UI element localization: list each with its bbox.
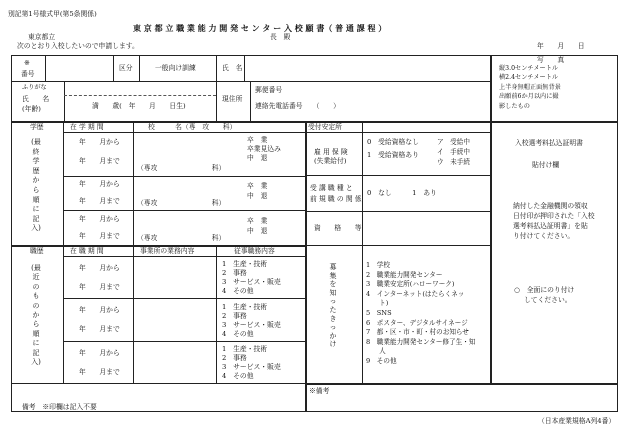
job-from: 年 月から (79, 349, 120, 357)
edu-status-option[interactable]: 卒 業 (247, 182, 268, 190)
duty-option[interactable]: 1 生産・技術 (222, 345, 268, 353)
trigger-item[interactable]: ト) (366, 299, 389, 308)
prev-course-values[interactable]: 0 なし 1 あり (367, 189, 437, 197)
address-field[interactable] (251, 82, 490, 120)
trigger-item[interactable]: 6 ポスター、デジタルサイネージ (366, 318, 468, 327)
job-from: 年 月から (79, 264, 120, 272)
number-label: 番号 (21, 70, 35, 78)
payment-instruction-line: り付けてください。 (513, 232, 575, 240)
edu-from: 年 月から (79, 215, 120, 223)
footer-note: 備考 ※印欄は記入不要 (22, 403, 97, 411)
prev-course-label-2: 前 規 職 の 関 係 (310, 195, 362, 203)
edu-school-major: （専攻 科） (137, 164, 226, 172)
trigger-item[interactable]: 4 インターネット(はたらくネッ (366, 289, 465, 298)
edu-school-major: （専攻 科） (137, 234, 226, 242)
edu-status-option[interactable]: 卒 業 (247, 136, 268, 144)
category-label: 区分 (119, 64, 133, 72)
course-name-field[interactable] (245, 56, 489, 81)
duty-options (222, 303, 281, 339)
payment-instruction-line: 納付した金融機関の領収 (513, 202, 588, 210)
trigger-label: 募集を知ったきっかけ (329, 263, 337, 349)
education-col-period: 在 学 期 間 (70, 123, 104, 131)
trigger-item[interactable]: 7 都・区・市・町・村のお知らせ (366, 328, 469, 337)
benefit-option[interactable]: ア 受給中 (437, 138, 470, 146)
furigana-field[interactable] (65, 82, 216, 95)
addressee-org: 東京都立 (28, 33, 56, 41)
edu-status-option[interactable]: 卒業見込み (247, 145, 281, 153)
employment-note: (最近のものから順に記入) (31, 264, 41, 367)
payment-paste-here: 貼付け欄 (532, 161, 560, 169)
duty-option[interactable]: 1 生産・技術 (222, 260, 268, 268)
office-label: 受付安定所 (308, 123, 342, 131)
prev-course-label: 受 講 職 種 と (310, 184, 353, 192)
benefit-options (437, 137, 470, 167)
office-field[interactable] (363, 122, 490, 132)
trigger-item[interactable]: 8 職業能力開発センター修了生・知 (366, 337, 476, 346)
edu-to: 年 月まで (79, 197, 120, 205)
edu-to: 年 月まで (79, 232, 120, 240)
photo-title: 写 真 (537, 56, 565, 64)
insurance-label: 雇 用 保 険 (314, 148, 348, 156)
photo-line: 横2.4センチメートル (499, 74, 559, 81)
job-to: 年 月まで (79, 283, 120, 291)
paste-note: ○ 全面にのり付け (514, 286, 575, 294)
duty-option[interactable]: 1 生産・技術 (222, 303, 268, 311)
paper-standard: （日本産業規格A列4番） (538, 417, 616, 425)
photo-area[interactable] (491, 56, 617, 121)
name-label: 氏 名 (222, 64, 243, 72)
job-to: 年 月まで (79, 325, 120, 333)
trigger-item[interactable]: 人 (366, 347, 386, 356)
trigger-item[interactable]: 3 職業安定所(ハローワーク) (366, 280, 455, 289)
duty-option[interactable]: 2 事務 (222, 312, 247, 320)
address-label: 現住所 (222, 95, 243, 103)
trigger-item[interactable]: 9 その他 (366, 356, 397, 365)
postal-label: 郵便番号 (255, 86, 283, 94)
category-value: 一般向け訓練 (155, 64, 196, 72)
payment-instruction-line: 選考料払込証明書」を貼 (513, 222, 588, 230)
edu-school-major: （専攻 科） (137, 199, 226, 207)
trigger-item[interactable]: 5 SNS (366, 308, 392, 317)
edu-status (247, 181, 267, 201)
remarks-label: ※備考 (309, 387, 330, 395)
benefit-option[interactable]: ウ 未手続 (437, 158, 470, 166)
request-line: 次のとおり入校したいので申請します。 (17, 42, 139, 50)
duty-option[interactable]: 3 サービス・販売 (222, 363, 281, 371)
benefit-option[interactable]: イ 手続中 (437, 148, 470, 156)
benefit-none[interactable]: 0 受給資格なし (367, 138, 419, 146)
edu-status-option[interactable]: 中 退 (247, 227, 268, 235)
duty-option[interactable]: 4 その他 (222, 330, 254, 338)
qualification-field[interactable] (363, 212, 490, 245)
duty-options (222, 345, 281, 381)
insurance-sub-label: (失業給付) (314, 157, 347, 165)
addressee-title: 長 殿 (270, 33, 291, 41)
education-col-school: 校 名（専 攻 科） (148, 123, 237, 131)
education-note: (最終学歴から順に記入) (31, 138, 41, 233)
number-field[interactable] (46, 56, 113, 81)
duty-option[interactable]: 4 その他 (222, 372, 254, 380)
paste-note-2: してください。 (524, 296, 572, 304)
remarks-field[interactable] (306, 384, 617, 411)
job-to: 年 月まで (79, 368, 120, 376)
photo-line: 縦3.0センチメートル (499, 65, 559, 72)
age-label: (年齢) (22, 105, 41, 113)
employment-col-duty: 従事職務内容 (234, 247, 275, 255)
duty-options (222, 260, 281, 296)
employment-title: 職歴 (30, 247, 44, 255)
payment-title: 入校選考料払込証明書 (515, 139, 583, 147)
duty-option[interactable]: 4 その他 (222, 287, 254, 295)
edu-from: 年 月から (79, 180, 120, 188)
edu-status-option[interactable]: 卒 業 (247, 217, 268, 225)
edu-from: 年 月から (79, 138, 120, 146)
payment-paste-area[interactable] (491, 122, 617, 383)
education-title: 学歴 (30, 123, 44, 131)
form-label: 別記第1号様式甲(第5条関係) (8, 10, 97, 18)
trigger-item[interactable]: 2 職業能力開発センター (366, 270, 443, 279)
duty-option[interactable]: 2 事務 (222, 354, 247, 362)
edu-status (247, 136, 281, 163)
photo-line: 影したもの (499, 103, 530, 110)
age-unit: 満 歳( 年 月 日生) (92, 102, 186, 110)
photo-line: 出願前6か月以内に撮 (499, 93, 559, 100)
edu-to: 年 月まで (79, 157, 120, 165)
edu-status (247, 216, 267, 236)
date-label: 年 月 日 (537, 42, 585, 50)
trigger-list (366, 261, 475, 367)
duty-option[interactable]: 2 事務 (222, 269, 247, 277)
trigger-item[interactable]: 1 学校 (366, 261, 390, 269)
employment-col-business: 事業所の業務内容 (140, 247, 195, 255)
phone-label: 連絡先電話番号 （ ） (255, 102, 340, 110)
form-title: 東 京 都 立 職 業 能 力 開 発 セ ン タ ー 入 校 願 書（ 普 通 課 程 ） (133, 23, 387, 33)
benefit-yes[interactable]: 1 受給資格あり (367, 151, 419, 159)
edu-status-option[interactable]: 中 退 (247, 192, 268, 200)
name-label: 氏 名 (22, 95, 50, 103)
note-mark: ※ (24, 59, 30, 67)
employment-col-period: 在 職 期 間 (70, 247, 104, 255)
duty-option[interactable]: 3 サービス・販売 (222, 321, 281, 329)
job-from: 年 月から (79, 306, 120, 314)
duty-option[interactable]: 3 サービス・販売 (222, 278, 281, 286)
photo-line: 上半身無帽正面無背景 (499, 84, 561, 91)
qualification-label: 資 格 等 (314, 224, 362, 232)
payment-instruction-line: 日付印が押印された「入校 (513, 212, 595, 220)
furigana-label: ふりがな (22, 84, 47, 91)
edu-status-option[interactable]: 中 退 (247, 154, 268, 162)
